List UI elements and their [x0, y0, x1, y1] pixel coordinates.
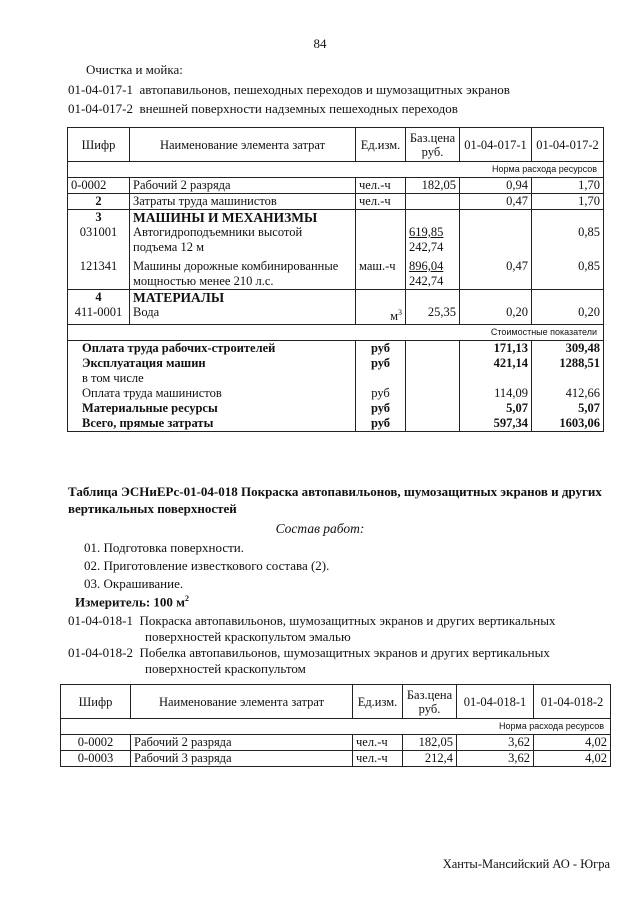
cell-unit-sup: 3 — [398, 308, 402, 317]
summary-unit: руб — [356, 386, 406, 401]
table-header-row — [68, 128, 604, 162]
section-title-line2: вертикальных поверхностей — [68, 501, 237, 516]
cell-name — [130, 225, 356, 255]
cell-name: МАШИНЫ И МЕХАНИЗМЫ — [130, 210, 356, 226]
measure-text: Измеритель: 100 м — [75, 594, 186, 610]
cell-name: Рабочий 2 разряда — [130, 178, 356, 194]
item-line2: поверхностей краскопультом эмалью — [145, 629, 351, 644]
cell-value-1: 0,47 — [460, 194, 532, 210]
cell-value-1: 0,47 — [460, 255, 532, 290]
summary-name: Всего, прямые затраты — [82, 416, 214, 431]
table-row — [68, 194, 604, 210]
stoim-row — [68, 325, 604, 341]
work-step: 02. Приготовление известкового состава (2). — [84, 558, 330, 573]
cell-unit: чел.-ч — [353, 735, 403, 751]
summary-value-1: 114,09 — [460, 386, 532, 401]
header-col2: 01-04-018-2 — [534, 685, 611, 719]
summary-row — [68, 371, 604, 386]
item-code: 01-04-018-1 — [68, 613, 133, 628]
summary-name: Оплата труда рабочих-строителей — [82, 341, 276, 356]
table-row — [68, 210, 604, 226]
intro-text: внешней поверхности надземных пешеходных переходов — [139, 101, 458, 116]
cell-name: Затраты труда машинистов — [130, 194, 356, 210]
work-step: 01. Подготовка поверхности. — [84, 540, 244, 555]
summary-value-2: 412,66 — [532, 386, 604, 401]
cell-value-1: 3,62 — [457, 751, 534, 767]
cell-value-1: 0,20 — [460, 305, 532, 325]
cell-unit: маш.-ч — [356, 255, 406, 290]
cell-code: 0-0002 — [68, 178, 130, 194]
resource-table-1 — [67, 127, 604, 432]
summary-value-1: 597,34 — [460, 416, 532, 432]
norma-row — [61, 719, 611, 735]
table-row — [68, 225, 604, 255]
cell-name-line1: Машины дорожные комбинированные — [133, 259, 339, 273]
summary-unit: руб — [356, 356, 406, 371]
cell-name-line2: подъема 12 м — [133, 240, 204, 254]
cell-price: 182,05 — [406, 178, 460, 194]
cell-price-line2: 242,74 — [409, 274, 444, 288]
item-code: 01-04-018-2 — [68, 645, 133, 660]
summary-value-1: 5,07 — [460, 401, 532, 416]
intro-item — [68, 82, 510, 98]
cell-name — [130, 255, 356, 290]
header-code: Шифр — [61, 685, 131, 719]
table-row — [68, 178, 604, 194]
cell-unit: чел.-ч — [353, 751, 403, 767]
cell-price — [406, 255, 460, 290]
item-line1: Покраска автопавильонов, шумозащитных экранов и других вертикальных — [139, 613, 556, 628]
header-price-line2: руб. — [421, 144, 444, 159]
summary-value-1: 421,14 — [460, 356, 532, 371]
summary-row — [68, 386, 604, 401]
page-number: 84 — [313, 36, 327, 51]
cell-price-line1: 896,04 — [409, 259, 444, 273]
summary-unit: руб — [356, 416, 406, 432]
cell-name-line1: Автогидроподъемники высотой — [133, 225, 303, 239]
summary-value-1: 171,13 — [460, 341, 532, 357]
norma-label: Норма расхода ресурсов — [457, 719, 611, 735]
section-item — [68, 613, 555, 629]
summary-row — [68, 341, 604, 357]
cell-price: 212,4 — [403, 751, 457, 767]
cell-value-2: 0,85 — [532, 225, 604, 255]
header-col2: 01-04-017-2 — [532, 128, 604, 162]
cell-price: 182,05 — [403, 735, 457, 751]
header-name: Наименование элемента затрат — [130, 128, 356, 162]
stoim-label: Стоимостные показатели — [460, 325, 604, 341]
cell-value-2: 1,70 — [532, 194, 604, 210]
header-unit: Ед.изм. — [353, 685, 403, 719]
header-price-line2: руб. — [418, 701, 441, 716]
item-line1: Побелка автопавильонов, шумозащитных экранов и других вертикальных — [139, 645, 550, 660]
cell-name: МАТЕРИАЛЫ — [130, 290, 356, 306]
cell-value-2: 4,02 — [534, 751, 611, 767]
summary-unit: руб — [356, 341, 406, 357]
cell-code: 2 — [68, 194, 130, 210]
cell-name-line2: мощностью менее 210 л.с. — [133, 274, 274, 288]
cell-code: 0-0002 — [61, 735, 131, 751]
table-row — [68, 305, 604, 325]
cell-value-1: 3,62 — [457, 735, 534, 751]
cell-name: Вода — [130, 305, 356, 325]
summary-value-2: 5,07 — [532, 401, 604, 416]
summary-name: Эксплуатация машин — [82, 356, 206, 371]
header-price-line1: Баз.цена — [406, 687, 453, 702]
header-price — [406, 128, 460, 162]
cell-code: 031001 — [68, 225, 130, 255]
measure-sup: 2 — [185, 594, 190, 603]
cell-code: 411-0001 — [68, 305, 130, 325]
cell-code: 121341 — [68, 255, 130, 290]
summary-row — [68, 401, 604, 416]
cell-unit — [356, 305, 406, 325]
cell-value-1: 0,94 — [460, 178, 532, 194]
cell-value-2: 0,20 — [532, 305, 604, 325]
section-item — [68, 645, 550, 661]
cell-name: Рабочий 3 разряда — [131, 751, 353, 767]
summary-value-2: 1288,51 — [532, 356, 604, 371]
summary-row — [68, 356, 604, 371]
cell-unit: чел.-ч — [356, 194, 406, 210]
header-price-line1: Баз.цена — [409, 130, 456, 145]
table-row — [61, 751, 611, 767]
cell-code: 4 — [68, 290, 130, 306]
cell-value-2: 0,85 — [532, 255, 604, 290]
header-code: Шифр — [68, 128, 130, 162]
cell-price: 25,35 — [406, 305, 460, 325]
intro-item — [68, 101, 458, 117]
resource-table-2 — [60, 684, 611, 767]
summary-value-2: 309,48 — [532, 341, 604, 357]
sostav-heading: Состав работ: — [275, 521, 365, 536]
header-unit: Ед.изм. — [356, 128, 406, 162]
intro-code: 01-04-017-1 — [68, 82, 133, 97]
cell-value-2: 1,70 — [532, 178, 604, 194]
cell-price — [406, 194, 460, 210]
cell-price-line1: 619,85 — [409, 225, 444, 239]
header-name: Наименование элемента затрат — [131, 685, 353, 719]
table-header-row — [61, 685, 611, 719]
cell-code: 0-0003 — [61, 751, 131, 767]
intro-heading: Очистка и мойка: — [86, 62, 183, 77]
intro-text: автопавильонов, пешеходных переходов и шумозащитных экранов — [139, 82, 510, 97]
summary-name: Оплата труда машинистов — [82, 386, 222, 401]
header-col1: 01-04-018-1 — [457, 685, 534, 719]
cell-price-line2: 242,74 — [409, 240, 444, 254]
measure — [75, 594, 189, 610]
cell-unit-base: м — [390, 309, 398, 324]
section-title-line1: Таблица ЭСНиЕРс-01-04-018 Покраска автопавильонов, шумозащитных экранов и других — [68, 484, 602, 499]
cell-value-2: 4,02 — [534, 735, 611, 751]
cell-name: Рабочий 2 разряда — [131, 735, 353, 751]
item-line2: поверхностей краскопультом — [145, 661, 306, 676]
header-price — [403, 685, 457, 719]
table-row — [61, 735, 611, 751]
summary-name: в том числе — [82, 371, 144, 386]
table-row — [68, 290, 604, 306]
footer-region: Ханты-Мансийский АО - Югра — [442, 857, 610, 871]
norma-label: Норма расхода ресурсов — [460, 162, 604, 178]
intro-code: 01-04-017-2 — [68, 101, 133, 116]
norma-row — [68, 162, 604, 178]
cell-price — [406, 225, 460, 255]
summary-row — [68, 416, 604, 432]
summary-value-2: 1603,06 — [532, 416, 604, 432]
cell-unit: чел.-ч — [356, 178, 406, 194]
header-col1: 01-04-017-1 — [460, 128, 532, 162]
summary-unit: руб — [356, 401, 406, 416]
cell-code: 3 — [68, 210, 130, 226]
summary-name: Материальные ресурсы — [82, 401, 218, 416]
table-row — [68, 255, 604, 290]
work-step: 03. Окрашивание. — [84, 576, 184, 591]
